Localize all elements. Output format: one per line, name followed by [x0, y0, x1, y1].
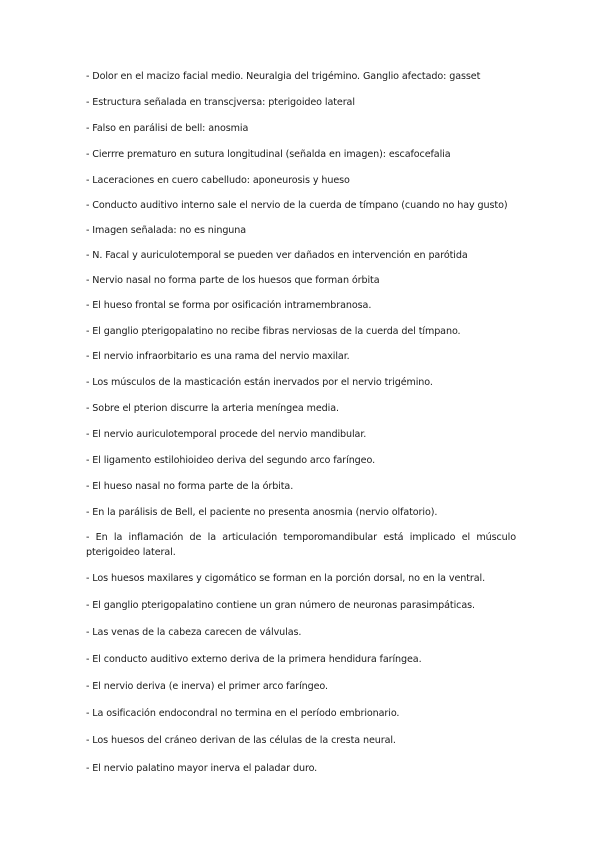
note-line: - El nervio infraorbitario es una rama del nervio maxilar. [86, 351, 350, 362]
note-line: - El nervio palatino mayor inerva el paladar duro. [86, 763, 318, 774]
note-line: - Los músculos de la masticación están inervados por el nervio trigémino. [86, 377, 433, 388]
note-line: - Los huesos maxilares y cigomático se forman en la porción dorsal, no en la ventral. [86, 573, 486, 584]
note-line: - Los huesos del cráneo derivan de las células de la cresta neural. [86, 735, 396, 746]
note-line: - Nervio nasal no forma parte de los huesos que forman órbita [86, 275, 380, 286]
note-line: - El nervio auriculotemporal procede del nervio mandibular. [86, 429, 367, 440]
note-line: - El hueso nasal no forma parte de la órbita. [86, 481, 294, 492]
note-line: - Las venas de la cabeza carecen de válvulas. [86, 627, 302, 638]
note-line: - El ganglio pterigopalatino no recibe fibras nerviosas de la cuerda del tímpano. [86, 326, 461, 337]
note-line: - El hueso frontal se forma por osificación intramembranosa. [86, 300, 372, 311]
note-line: - Cierrre prematuro en sutura longitudinal (señalda en imagen): escafocefalia [86, 149, 451, 160]
note-line: - En la inflamación de la articulación temporomandibular está implicado el músculo pterigoideo lateral. [86, 532, 516, 558]
note-line: - Falso en parálisi de bell: anosmia [86, 123, 249, 134]
note-line: - Conducto auditivo interno sale el nervio de la cuerda de tímpano (cuando no hay gusto) [86, 200, 508, 211]
note-line: - El conducto auditivo externo deriva de la primera hendidura faríngea. [86, 654, 422, 665]
note-line: - N. Facal y auriculotemporal se pueden ver dañados en intervención en parótida [86, 250, 468, 261]
note-line: - Sobre el pterion discurre la arteria meníngea media. [86, 403, 339, 414]
note-line: - Imagen señalada: no es ninguna [86, 225, 247, 236]
note-line: - La osificación endocondral no termina en el período embrionario. [86, 708, 400, 719]
note-line: - Laceraciones en cuero cabelludo: aponeurosis y hueso [86, 175, 350, 186]
note-line: - El ligamento estilohioideo deriva del segundo arco faríngeo. [86, 455, 376, 466]
note-line: - El nervio deriva (e inerva) el primer arco faríngeo. [86, 681, 328, 692]
note-line: - El ganglio pterigopalatino contiene un gran número de neuronas parasimpáticas. [86, 600, 475, 611]
note-line: - Dolor en el macizo facial medio. Neuralgia del trigémino. Ganglio afectado: gasset [86, 71, 481, 82]
note-line: - En la parálisis de Bell, el paciente no presenta anosmia (nervio olfatorio). [86, 507, 438, 518]
note-line: - Estructura señalada en transcjversa: pterigoideo lateral [86, 97, 355, 108]
